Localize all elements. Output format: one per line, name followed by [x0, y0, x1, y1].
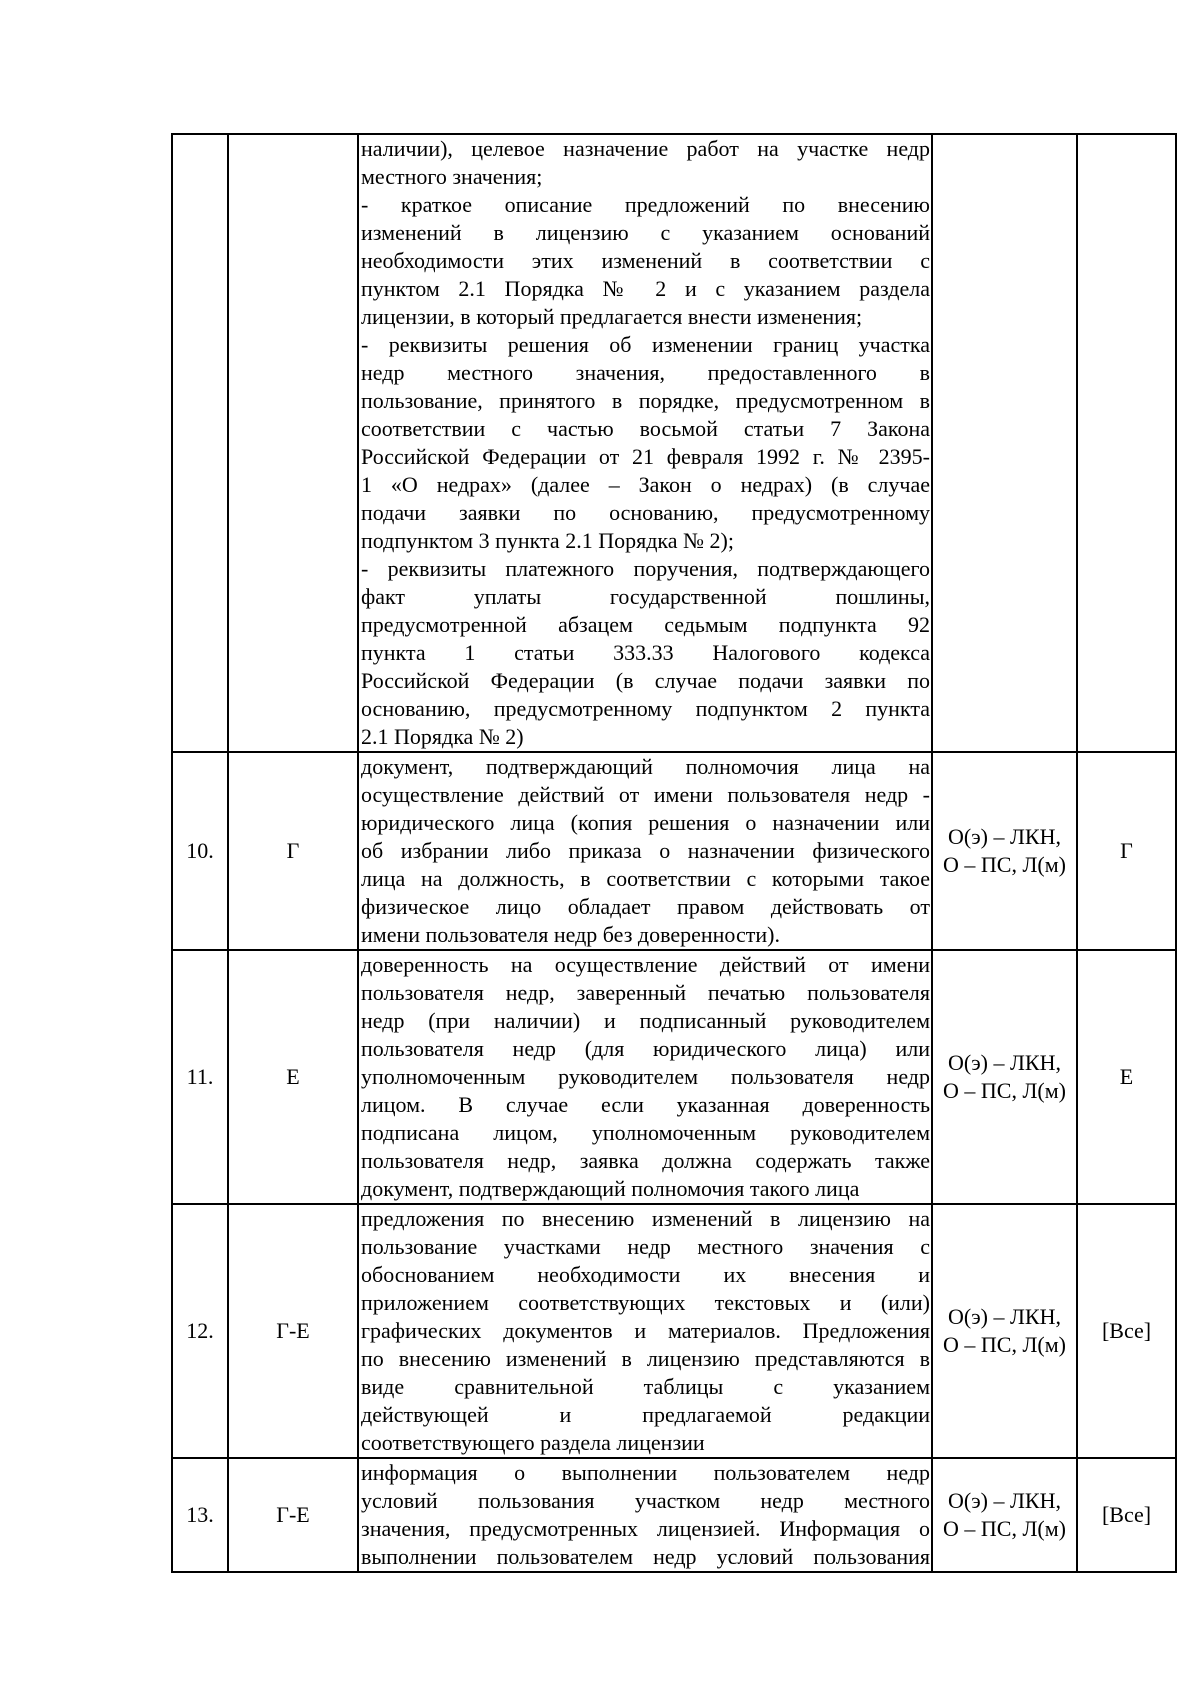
applicant-type-cell	[1077, 1204, 1176, 1458]
description-line: юридического лица (копия решения о назначении или	[361, 810, 930, 835]
description-line: подпунктом 3 пункта 2.1 Порядка № 2);	[361, 528, 734, 553]
submission-form-cell	[932, 752, 1077, 950]
description-line: подписана лицом, уполномоченным руководителем	[361, 1120, 930, 1145]
description-line: об избрании либо приказа о назначении физического	[361, 838, 930, 863]
row-number-cell	[172, 1458, 228, 1572]
description-line: пунктом 2.1 Порядка № 2 и с указанием раздела	[361, 276, 930, 301]
description-line: имени пользователя недр без доверенности).	[361, 922, 780, 947]
description-line: документ, подтверждающий полномочия лица на	[361, 754, 930, 779]
document-description	[359, 951, 931, 1203]
description-line: лицензии, в который предлагается внести изменения;	[361, 304, 863, 329]
submission-form-cell	[932, 1458, 1077, 1572]
applicant-type: Г	[1120, 838, 1133, 863]
description-line: обоснованием необходимости их внесения и	[361, 1262, 930, 1287]
row-number-cell	[172, 1204, 228, 1458]
description-line: выполнении пользователем недр условий пользования	[361, 1544, 930, 1569]
description-line: предусмотренной абзацем седьмым подпункта 92	[361, 612, 930, 637]
description-line: информация о выполнении пользователем недр	[361, 1460, 930, 1485]
description-line: наличии), целевое назначение работ на участке недр	[361, 136, 930, 161]
document-description-cell	[358, 950, 932, 1204]
description-line: осуществление действий от имени пользователя недр -	[361, 782, 930, 807]
submission-form-line-1: О(э) – ЛКН,	[948, 1050, 1061, 1075]
table-row	[172, 950, 1176, 1204]
description-line: местного значения;	[361, 164, 543, 189]
description-line: значения, предусмотренных лицензией. Информация о	[361, 1516, 930, 1541]
requirements-table	[171, 133, 1177, 1573]
description-line: лицом. В случае если указанная доверенность	[361, 1092, 930, 1117]
description-line: уполномоченным руководителем пользователя недр	[361, 1064, 930, 1089]
document-description	[359, 135, 931, 751]
row-number: 13.	[186, 1502, 214, 1527]
document-description-cell	[358, 134, 932, 752]
submission-form-line-2: О – ПС, Л(м)	[943, 1332, 1066, 1357]
description-line: документ, подтверждающий полномочия такого лица	[361, 1176, 860, 1201]
submission-form-cell	[932, 1204, 1077, 1458]
submission-form-line-2: О – ПС, Л(м)	[943, 852, 1066, 877]
document-code-cell	[228, 134, 358, 752]
row-number: 10.	[186, 838, 214, 863]
submission-form-line-1: О(э) – ЛКН,	[948, 1488, 1061, 1513]
document-code: Г-Е	[276, 1502, 310, 1527]
document-description-cell	[358, 1204, 932, 1458]
table-row	[172, 1204, 1176, 1458]
description-line: недр местного значения, предоставленного в	[361, 360, 930, 385]
description-line: приложением соответствующих текстовых и (или)	[361, 1290, 930, 1315]
applicant-type-cell	[1077, 752, 1176, 950]
submission-form-cell	[932, 950, 1077, 1204]
document-description	[359, 753, 931, 949]
description-line: доверенность на осуществление действий от имени	[361, 952, 930, 977]
row-number: 11.	[186, 1064, 214, 1089]
table-row	[172, 752, 1176, 950]
table-body	[172, 134, 1176, 1572]
description-line: виде сравнительной таблицы с указанием	[361, 1374, 930, 1399]
description-line: факт уплаты государственной пошлины,	[361, 584, 930, 609]
applicant-type-cell	[1077, 134, 1176, 752]
row-number-cell	[172, 950, 228, 1204]
row-number-cell	[172, 752, 228, 950]
submission-form-line-1: О(э) – ЛКН,	[948, 824, 1061, 849]
description-line: пункта 1 статьи 333.33 Налогового кодекса	[361, 640, 930, 665]
description-line: 2.1 Порядка № 2)	[361, 724, 524, 749]
document-description	[359, 1459, 931, 1571]
description-line: соответствующего раздела лицензии	[361, 1430, 705, 1455]
applicant-type: [Все]	[1101, 1318, 1152, 1343]
document-description-cell	[358, 752, 932, 950]
submission-form-line-2: О – ПС, Л(м)	[943, 1078, 1066, 1103]
applicant-type: [Все]	[1101, 1502, 1152, 1527]
row-number: 12.	[186, 1318, 214, 1343]
description-line: графических документов и материалов. Предложения	[361, 1318, 930, 1343]
description-line: 1 «О недрах» (далее – Закон о недрах) (в случае	[361, 472, 930, 497]
description-line: условий пользования участком недр местного	[361, 1488, 930, 1513]
applicant-type-cell	[1077, 950, 1176, 1204]
document-code-cell	[228, 752, 358, 950]
description-line: лица на должность, в соответствии с которыми такое	[361, 866, 930, 891]
description-line: предложения по внесению изменений в лицензию на	[361, 1206, 930, 1231]
description-line: Российской Федерации от 21 февраля 1992 г. № 2395-	[361, 444, 930, 469]
document-code: Е	[286, 1064, 300, 1089]
document-description-cell	[358, 1458, 932, 1572]
description-line: подачи заявки по основанию, предусмотренному	[361, 500, 930, 525]
description-line: пользование участками недр местного значения с	[361, 1234, 930, 1259]
document-code-cell	[228, 1204, 358, 1458]
document-code: Г-Е	[276, 1318, 310, 1343]
description-line: Российской Федерации (в случае подачи заявки по	[361, 668, 930, 693]
submission-form-line-1: О(э) – ЛКН,	[948, 1304, 1061, 1329]
document-code: Г	[286, 838, 300, 863]
description-line: основанию, предусмотренному подпунктом 2 пункта	[361, 696, 930, 721]
description-line: действующей и предлагаемой редакции	[361, 1402, 930, 1427]
description-line: недр (при наличии) и подписанный руководителем	[361, 1008, 930, 1033]
applicant-type-cell	[1077, 1458, 1176, 1572]
description-line: - краткое описание предложений по внесению	[361, 192, 930, 217]
description-line: соответствии с частью восьмой статьи 7 Закона	[361, 416, 930, 441]
description-line: - реквизиты платежного поручения, подтверждающего	[361, 556, 930, 581]
submission-form-cell	[932, 134, 1077, 752]
applicant-type: Е	[1119, 1064, 1134, 1089]
description-line: пользование, принятого в порядке, предусмотренном в	[361, 388, 930, 413]
table-row	[172, 1458, 1176, 1572]
description-line: пользователя недр, заверенный печатью пользователя	[361, 980, 930, 1005]
description-line: пользователя недр (для юридического лица) или	[361, 1036, 930, 1061]
document-code-cell	[228, 950, 358, 1204]
description-line: изменений в лицензию с указанием оснований	[361, 220, 930, 245]
description-line: физическое лицо обладает правом действовать от	[361, 894, 930, 919]
description-line: необходимости этих изменений в соответствии с	[361, 248, 930, 273]
document-description	[359, 1205, 931, 1457]
document-code-cell	[228, 1458, 358, 1572]
table-row	[172, 134, 1176, 752]
description-line: пользователя недр, заявка должна содержать также	[361, 1148, 930, 1173]
description-line: - реквизиты решения об изменении границ участка	[361, 332, 930, 357]
row-number-cell	[172, 134, 228, 752]
submission-form-line-2: О – ПС, Л(м)	[943, 1516, 1066, 1541]
description-line: по внесению изменений в лицензию представляются в	[361, 1346, 930, 1371]
